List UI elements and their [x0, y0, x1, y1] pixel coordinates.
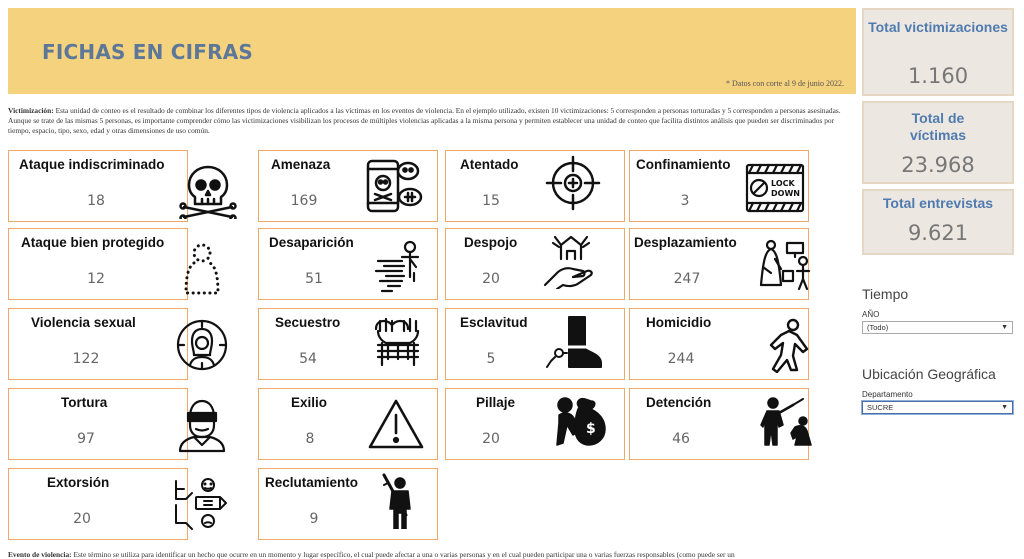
stat-total-victimas [862, 101, 1014, 184]
svg-text:LOCK: LOCK [771, 179, 795, 188]
lockdown-sign-icon [744, 159, 806, 215]
description-term: Victimización: [8, 106, 54, 115]
tied-hands-icon [367, 315, 429, 371]
card-desplazamiento[interactable] [629, 228, 809, 300]
card-ataque-bien-protegido[interactable] [8, 228, 188, 300]
description-text: Esta unidad de conteo es el resultado de combinar los diferentes tipos de violencia aplicados a las víctimas en los eventos de violencia. En el ejemplo utilizado, existen 10 victimizaciones: 5 corresponden a personas torturadas y 5 corresponden a personas asesinadas. Aunque se trate de las mismas 5 personas, es importante comprender cómo las victimizaciones visibilizan los procesos de múltiples violencias aplicadas a la misma persona y permiten establecer una unidad de conteo que facilita distintos análisis que pueden ser discriminados por tiempo, espacio, tipo, sexo, edad y otras dimensiones de uso común. [8, 106, 841, 136]
card-label: Extorsión [47, 475, 110, 490]
card-label: Amenaza [271, 157, 331, 172]
stat-value: 23.968 [901, 153, 975, 177]
thief-moneybag-icon [548, 393, 610, 449]
card-detencion[interactable] [629, 388, 809, 460]
year-select-value: (Todo) [867, 323, 889, 332]
card-extorsion[interactable] [8, 468, 188, 540]
card-pillaje[interactable] [445, 388, 625, 460]
card-value: 20 [482, 431, 500, 447]
card-secuestro[interactable] [258, 308, 438, 380]
phone-threat-icon [361, 157, 423, 213]
disappearing-person-icon [371, 239, 433, 295]
page-title: FICHAS EN CIFRAS [42, 40, 253, 64]
card-exilio[interactable] [258, 388, 438, 460]
stat-value: 9.621 [907, 221, 969, 245]
card-value: 122 [72, 351, 100, 367]
card-label: Pillaje [476, 395, 516, 410]
card-label: Ataque bien protegido [21, 235, 165, 250]
stat-label: Total victimizaciones [868, 19, 1008, 35]
department-select[interactable] [862, 401, 1013, 414]
footer-text: Este término se utiliza para identificar un hecho que ocurre en un momento y lugar específico, el cual puede afectar a una o varias personas y en el cual pueden participar una o varias fuerzas responsables (como puede ser un [73, 550, 735, 559]
department-select-value: SUCRE [867, 403, 894, 412]
body-outline-icon [758, 317, 820, 373]
card-label: Exilio [291, 395, 328, 410]
card-value: 51 [305, 271, 323, 287]
card-value: 169 [290, 193, 318, 209]
dotted-person-icon [171, 241, 233, 297]
stat-total-entrevistas [862, 189, 1014, 255]
soldier-rifle-icon [369, 473, 431, 529]
svg-text:$: $ [586, 421, 596, 437]
card-value: 15 [482, 193, 500, 209]
card-despojo[interactable] [445, 228, 625, 300]
card-atentado[interactable] [445, 150, 625, 222]
hand-house-icon [540, 233, 602, 289]
card-value: 20 [73, 511, 91, 527]
card-label: Violencia sexual [31, 315, 136, 330]
card-ataque-indiscriminado[interactable] [8, 150, 188, 222]
filter-label-ano: AÑO [862, 310, 880, 319]
filter-label-departamento: Departamento [862, 390, 913, 399]
stat-value: 1.160 [907, 64, 969, 88]
card-label: Confinamiento [636, 157, 731, 172]
card-amenaza[interactable] [258, 150, 438, 222]
woman-target-icon [171, 317, 233, 373]
warning-triangle-icon [365, 397, 427, 453]
card-desaparicion[interactable] [258, 228, 438, 300]
card-value: 247 [673, 271, 701, 287]
stat-total-victimizaciones [862, 8, 1014, 96]
card-label: Secuestro [275, 315, 341, 330]
card-violencia-sexual[interactable] [8, 308, 188, 380]
card-value: 46 [672, 431, 690, 447]
svg-text:DOWN: DOWN [771, 189, 800, 198]
card-homicidio[interactable] [629, 308, 809, 380]
year-select[interactable] [862, 321, 1013, 334]
card-tortura[interactable] [8, 388, 188, 460]
displaced-people-icon [756, 237, 818, 293]
crosshair-icon [542, 155, 604, 211]
card-value: 18 [87, 193, 105, 209]
blindfolded-person-icon [171, 397, 233, 453]
chevron-down-icon: ▼ [1001, 404, 1008, 411]
stat-label: Total de víctimas [909, 110, 967, 143]
header-banner [8, 8, 856, 94]
card-value: 244 [667, 351, 695, 367]
chevron-down-icon: ▼ [1001, 324, 1008, 331]
stat-label: Total entrevistas [882, 195, 994, 211]
card-value: 12 [87, 271, 105, 287]
card-reclutamiento[interactable] [258, 468, 438, 540]
card-label: Tortura [61, 395, 108, 410]
card-label: Esclavitud [460, 315, 528, 330]
card-value: 54 [299, 351, 317, 367]
card-confinamiento[interactable] [629, 150, 809, 222]
card-label: Reclutamiento [265, 475, 359, 490]
card-label: Despojo [464, 235, 518, 250]
card-esclavitud[interactable] [445, 308, 625, 380]
card-label: Atentado [460, 157, 519, 172]
card-value: 9 [309, 511, 319, 527]
filter-heading-tiempo: Tiempo [862, 286, 909, 302]
card-label: Desaparición [269, 235, 354, 250]
card-value: 20 [482, 271, 500, 287]
card-label: Desplazamiento [634, 235, 737, 250]
card-value: 97 [77, 431, 95, 447]
card-value: 8 [305, 431, 315, 447]
card-label: Detención [646, 395, 712, 410]
card-value: 5 [486, 351, 496, 367]
shackled-boot-icon [544, 315, 606, 371]
card-value: 3 [680, 193, 690, 209]
extortion-icon [171, 475, 233, 531]
arrest-icon [758, 393, 820, 449]
event-definition [8, 550, 858, 559]
card-label: Homicidio [646, 315, 712, 330]
skull-crossbones-icon [177, 163, 239, 219]
filter-heading-ubicacion: Ubicación Geográfica [862, 366, 996, 382]
card-label: Ataque indiscriminado [19, 157, 165, 172]
footer-term: Evento de violencia: [8, 550, 72, 559]
victimization-description [8, 106, 848, 137]
data-cutoff-note: * Datos con corte al 9 de junio 2022. [726, 79, 844, 88]
